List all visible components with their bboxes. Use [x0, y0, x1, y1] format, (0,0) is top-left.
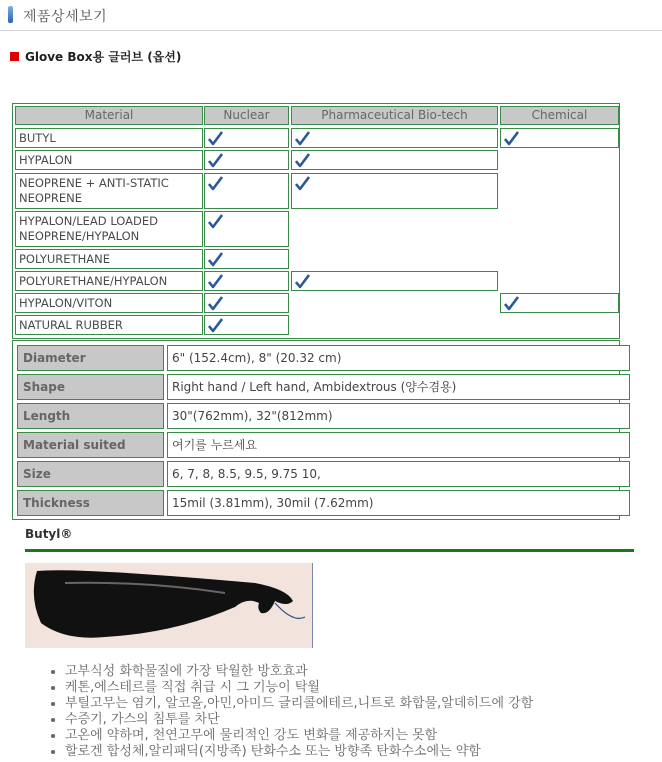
spec-label-size: Size	[17, 461, 164, 487]
col-header-material: Material	[15, 106, 203, 125]
material-name-cell: HYPALON/VITON	[15, 293, 203, 313]
header-bar-icon	[8, 6, 13, 23]
check-cell-nuclear	[204, 173, 289, 209]
checkmark-icon	[295, 176, 310, 191]
checkmark-icon	[208, 176, 223, 191]
col-header-pharma: Pharmaceutical Bio-tech	[291, 106, 498, 125]
spec-value-size: 6, 7, 8, 8.5, 9.5, 9.75 10,	[167, 461, 630, 487]
material-name-cell: POLYURETHANE	[15, 249, 203, 269]
checkmark-icon	[208, 214, 223, 229]
feature-item: • 부틸고무는 염기, 알코올,아민,아미드 글리콜에테르,니트로 화합물,알데히드에 강함	[65, 696, 662, 712]
check-cell-pharma	[291, 150, 498, 170]
spec-value-length: 30"(762mm), 32"(812mm)	[167, 403, 630, 429]
page-header	[0, 0, 662, 30]
glove-icon	[25, 563, 313, 648]
material-name-cell: BUTYL	[15, 128, 203, 148]
checkmark-icon	[208, 318, 223, 333]
col-header-nuclear: Nuclear	[204, 106, 289, 125]
check-cell-nuclear	[204, 211, 289, 247]
feature-item: • 고부식성 화학물질에 가장 탁월한 방호효과	[65, 664, 662, 680]
material-name-cell: POLYURETHANE/HYPALON	[15, 271, 203, 291]
glove-photo	[25, 563, 313, 648]
material-name-cell: NEOPRENE + ANTI-STATIC NEOPRENE	[15, 173, 203, 209]
material-name-cell: HYPALON	[15, 150, 203, 170]
check-cell-nuclear	[204, 315, 289, 335]
section-divider	[25, 549, 634, 552]
checkmark-icon	[504, 131, 519, 146]
spec-label-material-suited: Material suited	[17, 432, 164, 458]
check-cell-pharma	[291, 271, 498, 291]
spec-label-shape: Shape	[17, 374, 164, 400]
feature-list	[47, 664, 662, 760]
checkmark-icon	[208, 252, 223, 267]
check-cell-chemical	[500, 128, 619, 148]
check-cell-nuclear	[204, 128, 289, 148]
check-cell-nuclear	[204, 249, 289, 269]
feature-item: • 케톤,에스테르를 직접 취급 시 그 기능이 탁월	[65, 680, 662, 696]
checkmark-icon	[295, 131, 310, 146]
checkmark-icon	[504, 296, 519, 311]
spec-value-shape: Right hand / Left hand, Ambidextrous (양수겸용)	[167, 374, 630, 400]
feature-item: • 수증기, 가스의 침투를 차단	[65, 712, 662, 728]
check-cell-nuclear	[204, 271, 289, 291]
checkmark-icon	[295, 274, 310, 289]
header-divider	[0, 30, 662, 31]
red-square-icon	[10, 52, 19, 61]
material-name-cell: HYPALON/LEAD LOADED NEOPRENE/HYPALON	[15, 211, 203, 247]
section-title: Butyl®	[25, 527, 73, 541]
feature-item: • 고온에 약하며, 천연고무에 물리적인 강도 변화를 제공하지는 못함	[65, 728, 662, 744]
check-cell-nuclear	[204, 150, 289, 170]
col-header-chemical: Chemical	[500, 106, 619, 125]
spec-label-length: Length	[17, 403, 164, 429]
checkmark-icon	[208, 153, 223, 168]
feature-item: • 할로겐 합성체,알리패딕(지방족) 탄화수소 또는 방향족 탄화수소에는 약함	[65, 744, 662, 760]
checkmark-icon	[208, 274, 223, 289]
spec-label-thickness: Thickness	[17, 490, 164, 516]
check-cell-pharma	[291, 173, 498, 209]
spec-label-diameter: Diameter	[17, 345, 164, 371]
checkmark-icon	[295, 153, 310, 168]
spec-value-diameter: 6" (152.4cm), 8" (20.32 cm)	[167, 345, 630, 371]
check-cell-pharma	[291, 128, 498, 148]
materials-table	[12, 103, 620, 339]
material-suited-link[interactable]: 여기를 누르세요	[167, 432, 630, 458]
material-name-cell: NATURAL RUBBER	[15, 315, 203, 335]
page-title: 제품상세보기	[23, 9, 108, 25]
spec-value-thickness: 15mil (3.81mm), 30mil (7.62mm)	[167, 490, 630, 516]
checkmark-icon	[208, 131, 223, 146]
specs-table	[12, 340, 620, 520]
check-cell-chemical	[500, 293, 619, 313]
checkmark-icon	[208, 296, 223, 311]
check-cell-nuclear	[204, 293, 289, 313]
product-name: Glove Box용 글러브 (옵션)	[25, 50, 182, 64]
product-title	[10, 48, 181, 65]
